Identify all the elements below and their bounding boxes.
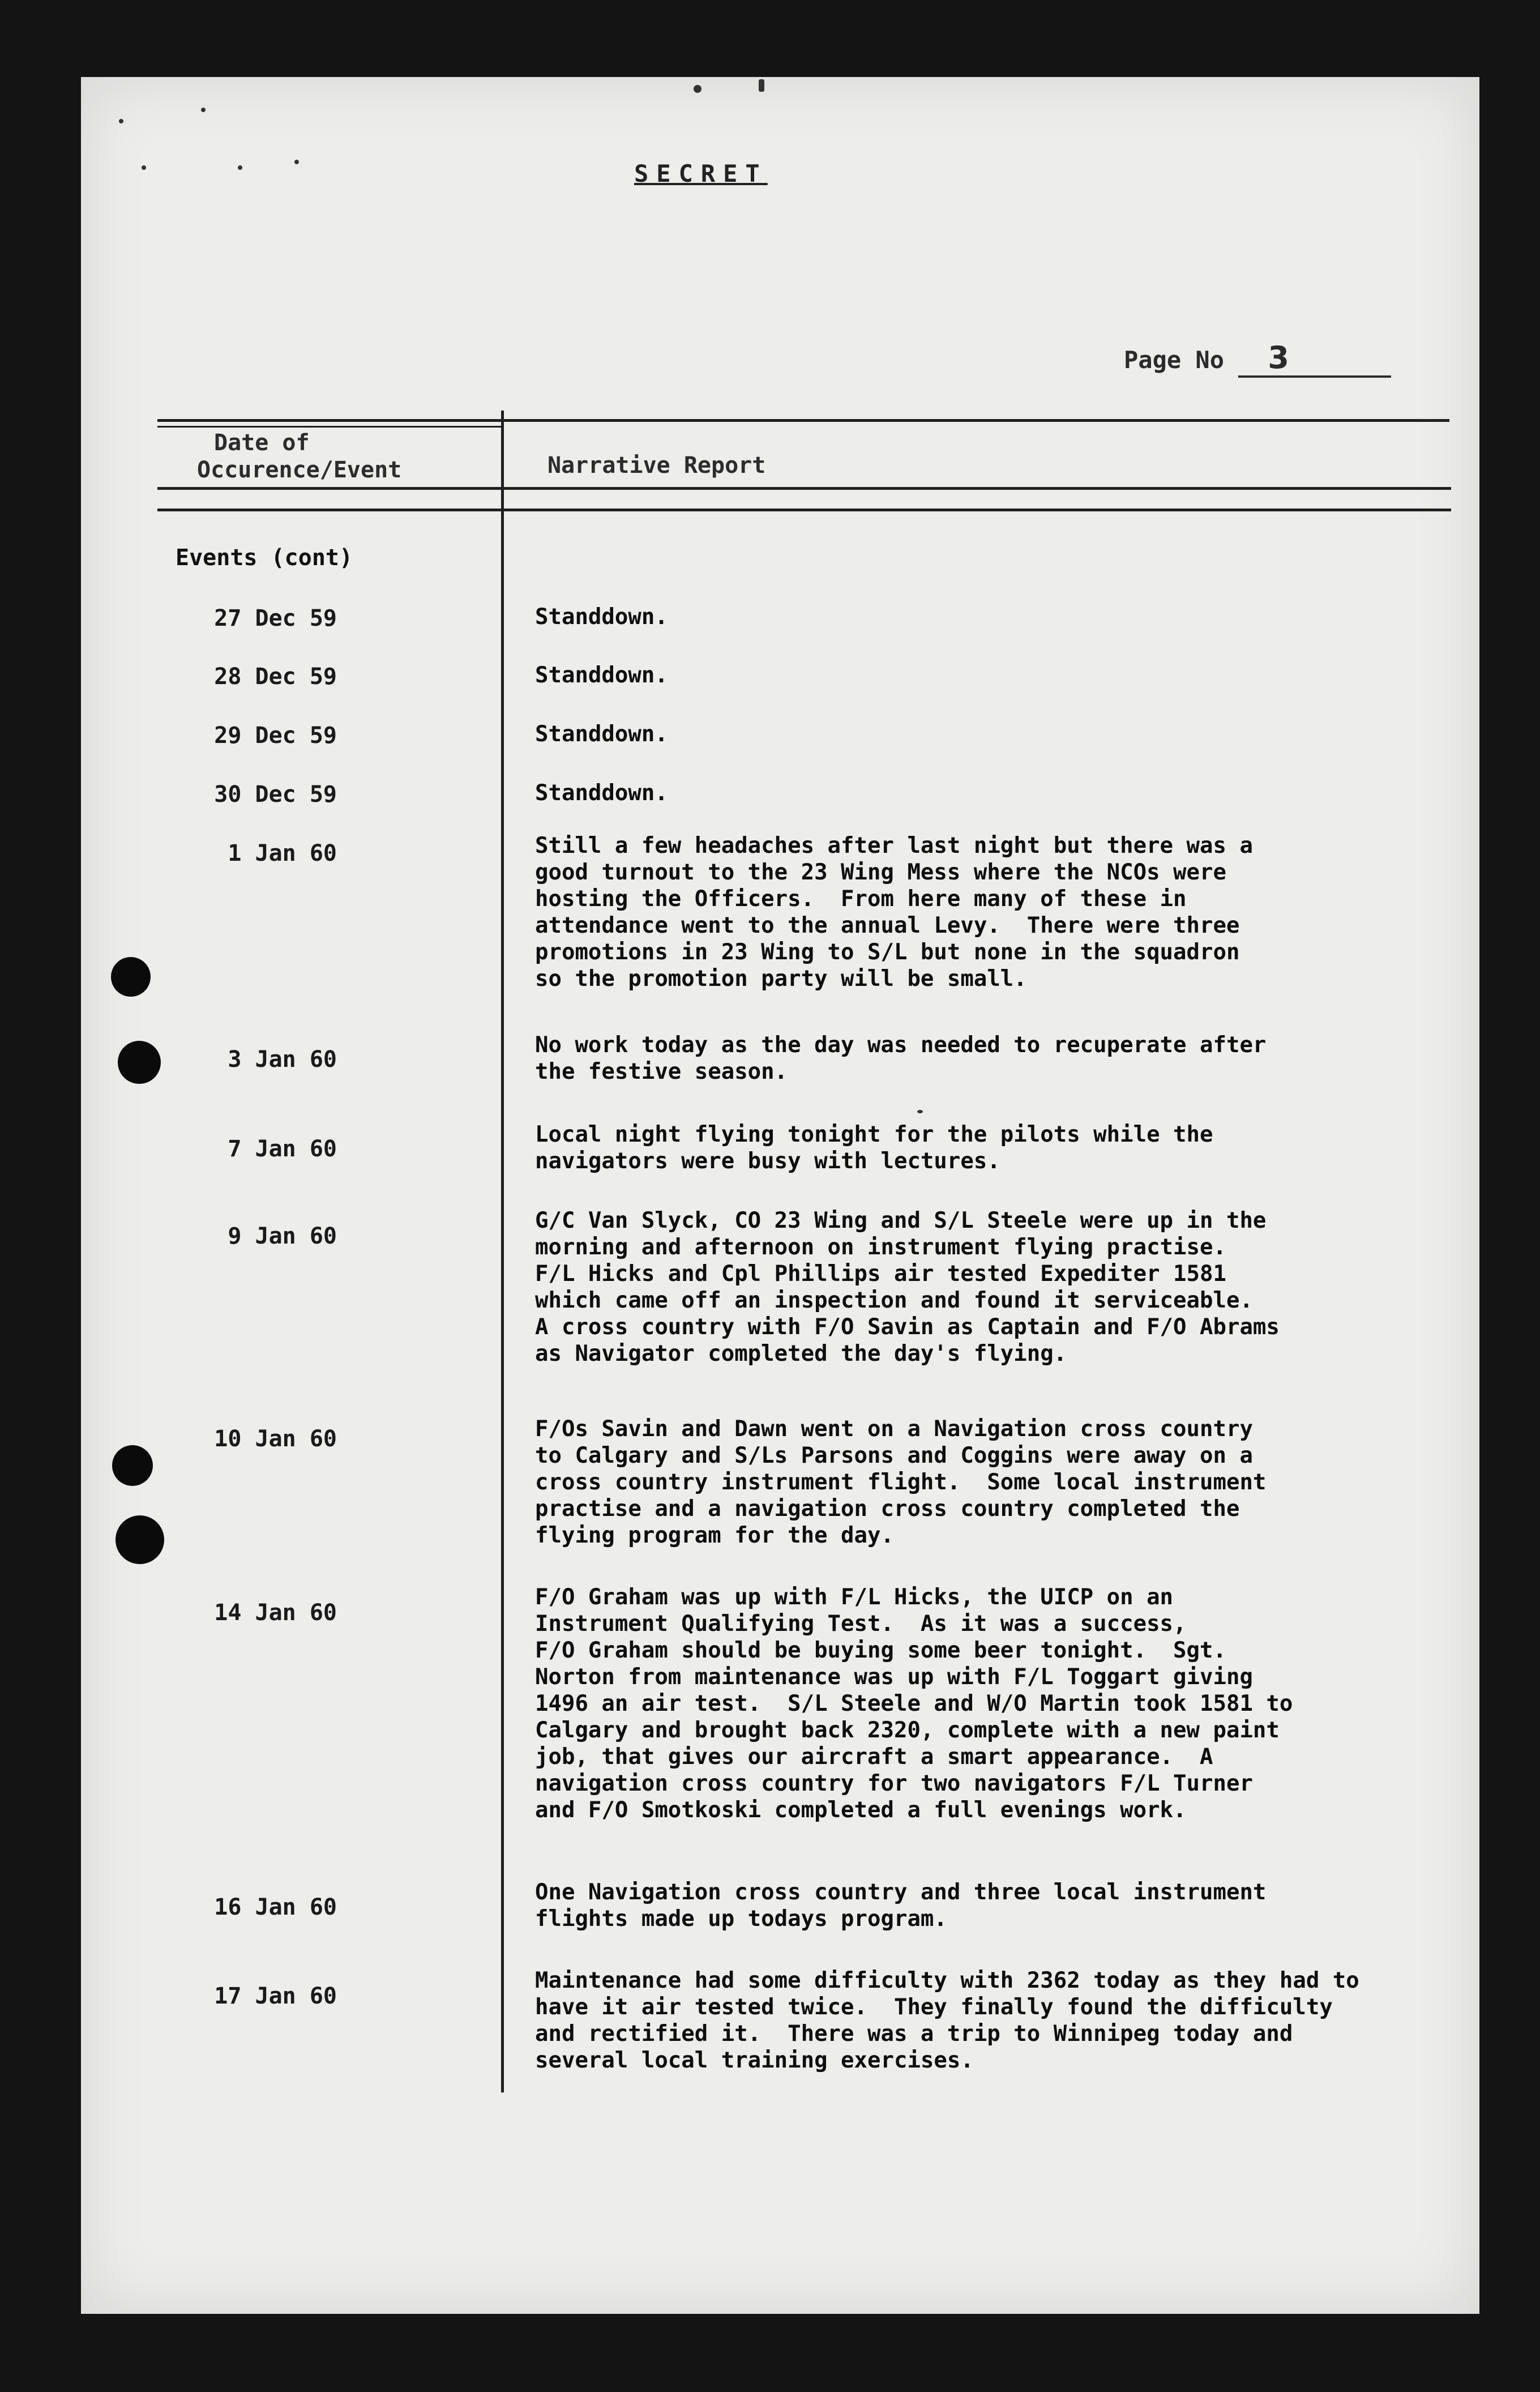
punch-hole [118,1041,161,1084]
entry-text [535,1584,1293,1823]
speck [294,160,299,164]
entry-text [535,832,1253,992]
entry-line: Standdown. [535,780,668,806]
column-divider [501,411,504,2092]
entry-line: Standdown. [535,604,668,630]
entry-line: Maintenance had some difficulty with 2362 today as they had to [535,1968,1359,1993]
entry-line: G/C Van Slyck, CO 23 Wing and S/L Steele were up in the [535,1208,1267,1233]
entry-line: F/L Hicks and Cpl Phillips air tested Expediter 1581 [535,1261,1226,1287]
entry-text [535,1416,1266,1549]
entry-line: practise and a navigation cross country completed the [535,1496,1240,1522]
entry-line: Norton from maintenance was up with F/L Toggart giving [535,1664,1253,1690]
speck [694,85,701,93]
entry-date: 17 Jan 60 [214,1983,337,2009]
entry-date: 3 Jan 60 [228,1046,337,1073]
entry-line: navigators were busy with lectures. [535,1148,1000,1174]
entry-text [535,1032,1266,1085]
entry-date: 27 Dec 59 [214,605,337,631]
page-number-value: 3 [1238,340,1391,378]
classification-heading: SECRET [634,160,768,187]
entry-line: Calgary and brought back 2320, complete with a new paint [535,1718,1280,1743]
entry-line: good turnout to the 23 Wing Mess where the NCOs were [535,860,1226,885]
header-bottom-rule [157,487,1451,490]
header-narrative: Narrative Report [547,452,766,479]
entry-line: as Navigator completed the day's flying. [535,1341,1067,1366]
entry-date: 7 Jan 60 [228,1136,337,1162]
speck [917,1110,923,1113]
page-number-field [1124,340,1391,378]
entry-line: cross country instrument flight. Some local instrument [535,1470,1267,1495]
entry-text [535,780,668,806]
entry-line: promotions in 23 Wing to S/L but none in the squadron [535,939,1240,965]
entry-line: flying program for the day. [535,1523,894,1548]
speck [201,108,206,112]
speck [142,165,146,170]
entry-line: One Navigation cross country and three local instrument [535,1880,1267,1905]
entry-text [535,604,668,630]
entry-line: and F/O Smotkoski completed a full evenings work. [535,1797,1187,1823]
entry-date: 14 Jan 60 [214,1600,337,1626]
entry-line: F/Os Savin and Dawn went on a Navigation cross country [535,1416,1253,1442]
entry-line: hosting the Officers. From here many of these in [535,886,1187,912]
entry-line: F/O Graham was up with F/L Hicks, the UICP on an [535,1584,1174,1610]
entry-text [535,1967,1359,2074]
entry-line: flights made up todays program. [535,1906,947,1932]
entry-line: Standdown. [535,663,668,688]
entry-date: 30 Dec 59 [214,781,337,808]
entry-line: several local training exercises. [535,2048,974,2073]
entry-line: morning and afternoon on instrument flying practise. [535,1235,1226,1260]
header-date-line2: Occurence/Event [197,457,402,483]
header-date-line1: Date of [214,430,310,456]
entry-line: Instrument Qualifying Test. As it was a success, [535,1611,1187,1637]
entry-line: A cross country with F/O Savin as Captain and F/O Abrams [535,1314,1280,1340]
entry-line: Local night flying tonight for the pilots while the [535,1122,1213,1147]
entry-text [535,1879,1266,1932]
header-bottom-rule-2 [157,509,1451,511]
entry-date: 1 Jan 60 [228,840,337,866]
entry-text [535,721,668,748]
entry-line: to Calgary and S/Ls Parsons and Coggins were away on a [535,1443,1253,1468]
entry-date: 9 Jan 60 [228,1223,337,1249]
entry-line: which came off an inspection and found it serviceable. [535,1288,1253,1313]
entry-date: 28 Dec 59 [214,664,337,690]
section-label: Events (cont) [176,545,353,571]
entry-line: Still a few headaches after last night but there was a [535,833,1253,858]
entry-text [535,1121,1213,1174]
entry-date: 29 Dec 59 [214,723,337,749]
entry-text [535,1207,1280,1367]
speck [238,165,242,170]
punch-hole [116,1515,164,1564]
header-top-rule [157,419,1449,422]
speck [759,79,764,92]
entry-line: job, that gives our aircraft a smart appearance. A [535,1744,1213,1770]
entry-text [535,662,668,689]
entry-line: No work today as the day was needed to recuperate after [535,1032,1267,1058]
entry-line: and rectified it. There was a trip to Winnipeg today and [535,2021,1293,2047]
entry-date: 10 Jan 60 [214,1426,337,1452]
header-top-rule-inner [157,426,503,428]
page-number-label: Page No [1124,346,1225,374]
punch-hole [112,1445,153,1486]
speck [119,119,123,123]
entry-line: F/O Graham should be buying some beer tonight. Sgt. [535,1638,1226,1663]
entry-line: Standdown. [535,721,668,747]
entry-line: so the promotion party will be small. [535,966,1027,992]
punch-hole [111,957,151,997]
entry-date: 16 Jan 60 [214,1894,337,1920]
entry-line: have it air tested twice. They finally found the difficulty [535,1994,1333,2020]
entry-line: navigation cross country for two navigators F/L Turner [535,1771,1253,1796]
entry-line: 1496 an air test. S/L Steele and W/O Martin took 1581 to [535,1691,1293,1716]
entry-line: attendance went to the annual Levy. There were three [535,913,1240,938]
entry-line: the festive season. [535,1059,788,1084]
